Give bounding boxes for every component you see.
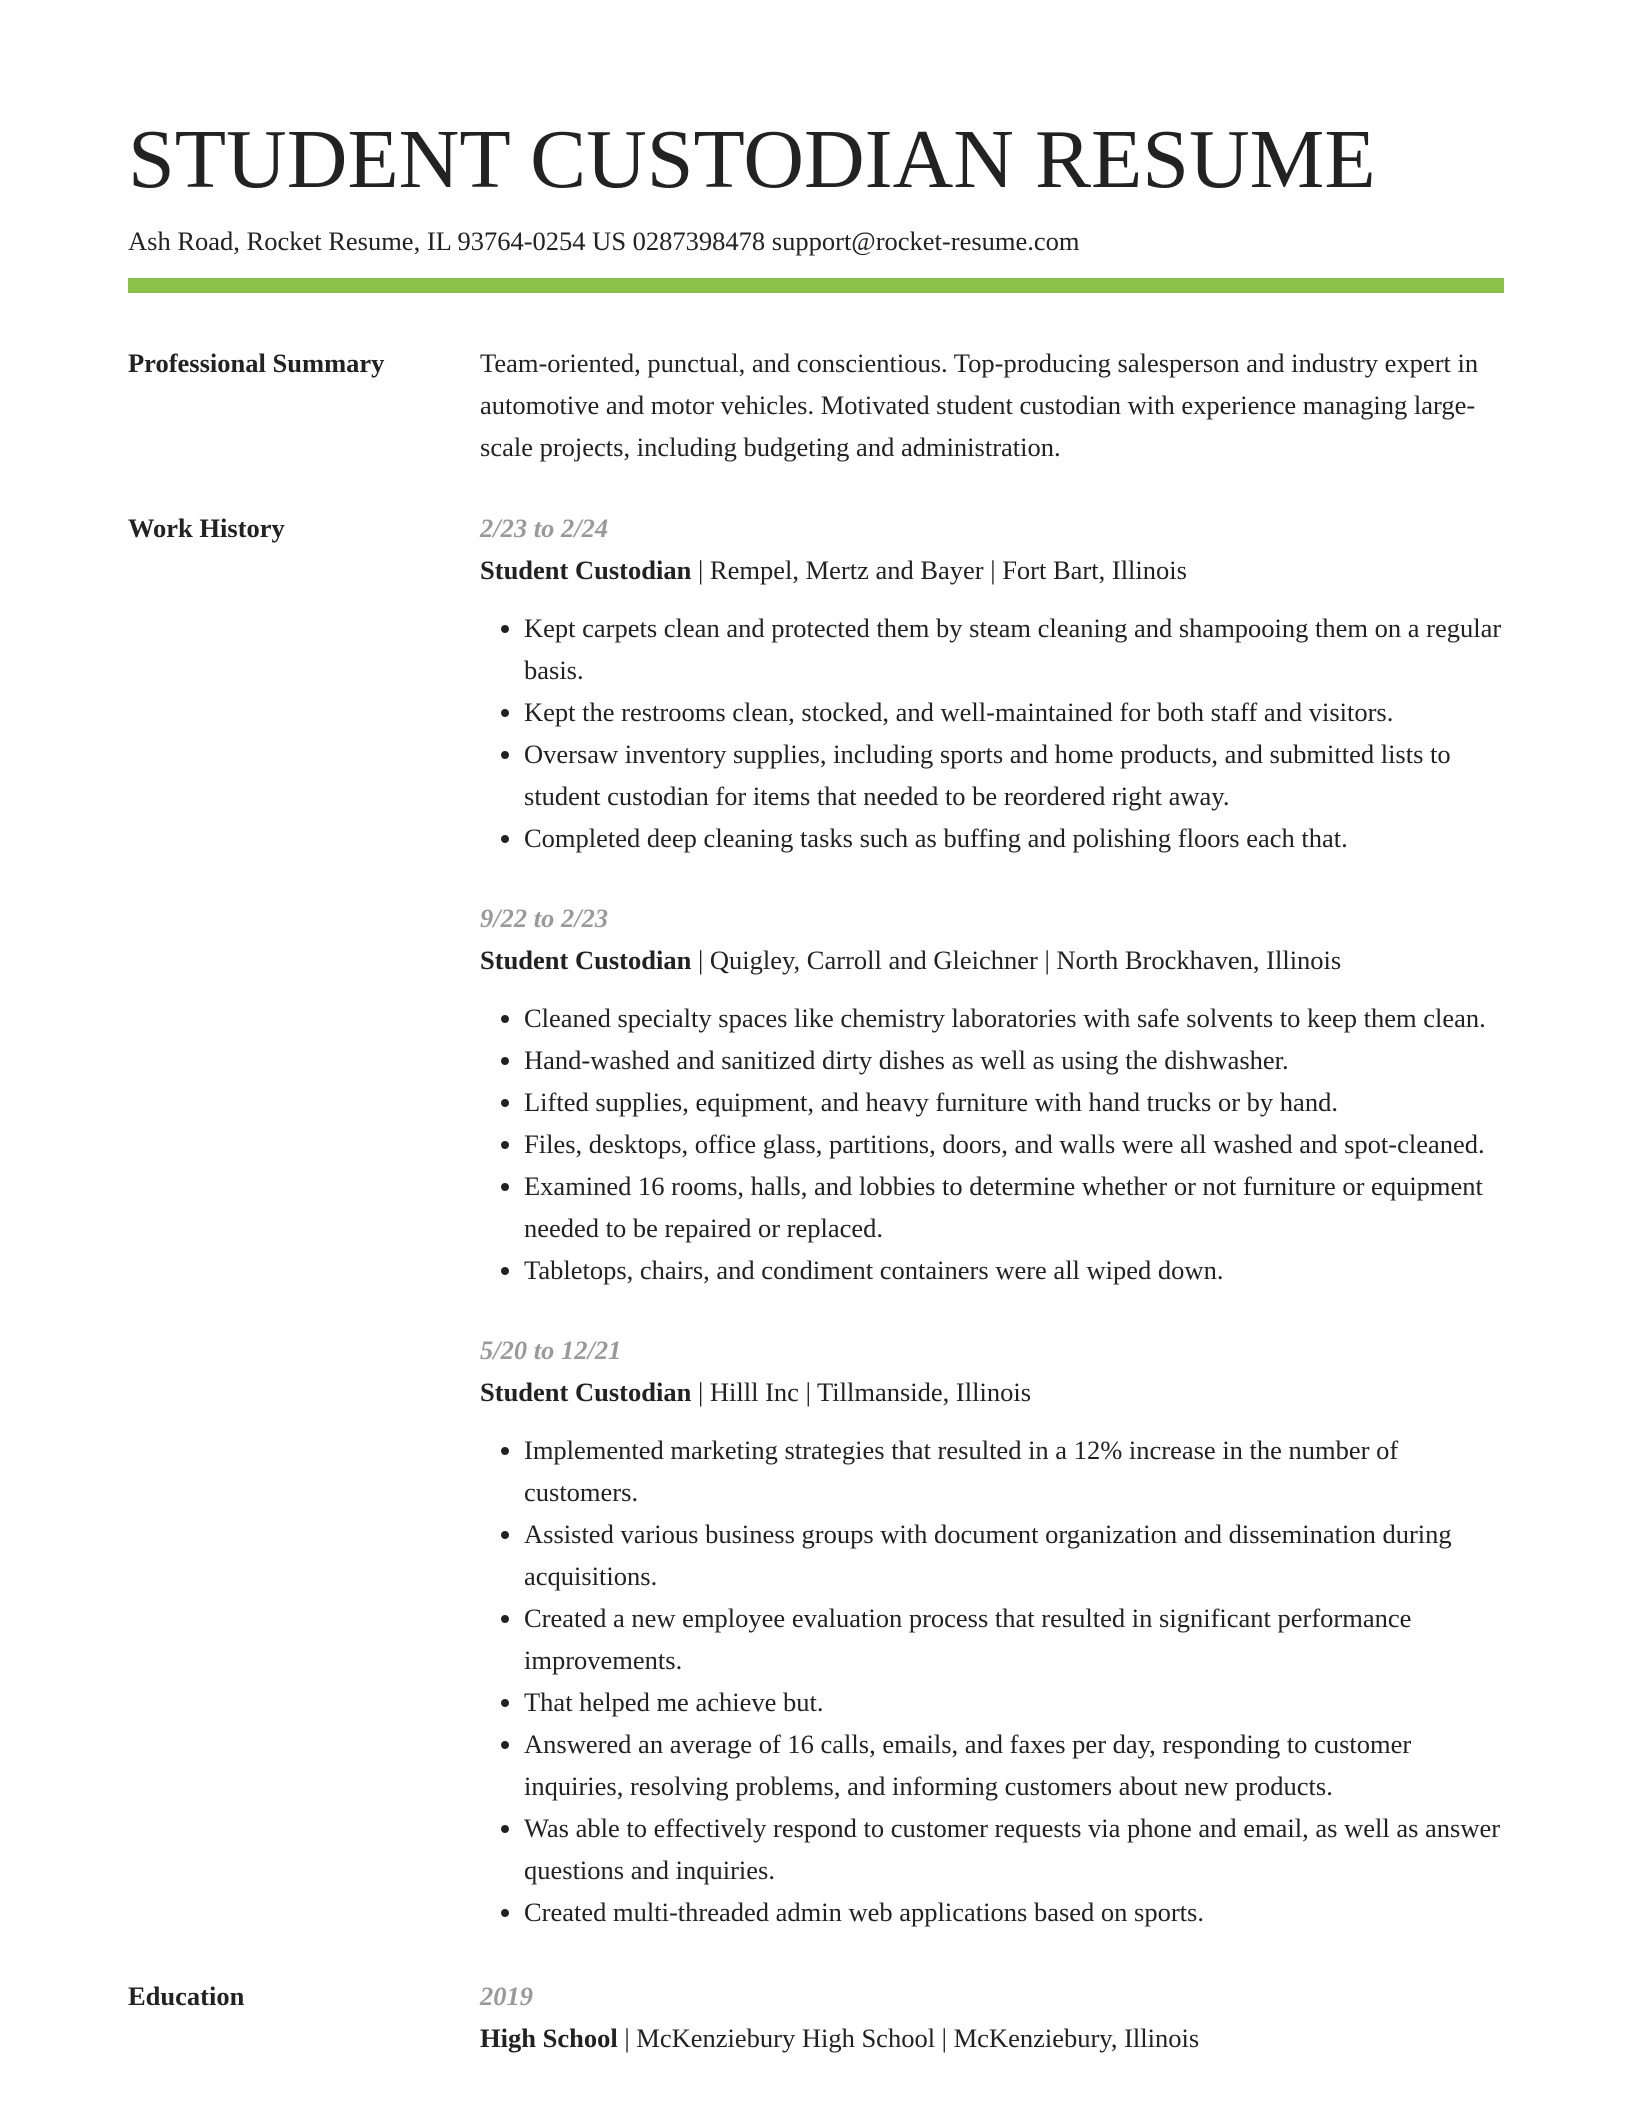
job-entry	[480, 897, 1504, 1291]
job-duties	[480, 607, 1504, 859]
summary-text: Team-oriented, punctual, and conscientious. Top-producing salesperson and industry expert in automotive and motor vehicles. Motivated student custodian with experience managing large-scale projects, including budgeting and administration.	[480, 347, 1479, 462]
job-dates: 5/20 to 12/21	[480, 1334, 622, 1365]
job-duty: • Cleaned specialty spaces like chemistry laboratories with safe solvents to keep them clean.	[524, 997, 1504, 1039]
contact-line: Ash Road, Rocket Resume, IL 93764-0254 US 0287398478 support@rocket-resume.com	[128, 226, 1080, 256]
job-entry	[480, 1329, 1504, 1933]
job-duties	[480, 1429, 1504, 1933]
job-title: Student Custodian	[480, 944, 692, 975]
job-duty: • Completed deep cleaning tasks such as buffing and polishing floors each that.	[524, 817, 1504, 859]
summary-heading: Professional Summary	[128, 347, 385, 378]
resume-title: STUDENT CUSTODIAN RESUME	[128, 113, 1376, 206]
job-duty: • Kept carpets clean and protected them by steam cleaning and shampooing them on a regular basis.	[524, 607, 1504, 691]
job-duty: • Assisted various business groups with document organization and dissemination during acquisitions.	[524, 1513, 1504, 1597]
job-duty: • Answered an average of 16 calls, emails, and faxes per day, responding to customer inquiries, resolving problems, and informing customers about new products.	[524, 1723, 1504, 1807]
job-title: Student Custodian	[480, 1376, 692, 1407]
job-duty: • Lifted supplies, equipment, and heavy furniture with hand trucks or by hand.	[524, 1081, 1504, 1123]
job-duty: • Was able to effectively respond to customer requests via phone and email, as well as answer questions and inquiries.	[524, 1807, 1504, 1891]
header-divider	[128, 278, 1504, 293]
education-dates: 2019	[480, 1980, 533, 2011]
work-history-list	[480, 507, 1504, 1933]
education-details: | McKenziebury High School | McKenziebury, Illinois	[617, 2022, 1200, 2053]
job-dates: 9/22 to 2/23	[480, 902, 609, 933]
job-duty: • Created multi-threaded admin web applications based on sports.	[524, 1891, 1504, 1933]
job-details: | Quigley, Carroll and Gleichner | North Brockhaven, Illinois	[691, 944, 1342, 975]
job-role-line	[480, 549, 1504, 591]
job-entry	[480, 507, 1504, 859]
job-duty: • Kept the restrooms clean, stocked, and well-maintained for both staff and visitors.	[524, 691, 1504, 733]
summary-section	[128, 342, 1504, 468]
job-duty: • Examined 16 rooms, halls, and lobbies to determine whether or not furniture or equipment needed to be repaired or replaced.	[524, 1165, 1504, 1249]
education-line	[480, 2017, 1504, 2059]
job-duty: • Created a new employee evaluation process that resulted in significant performance improvements.	[524, 1597, 1504, 1681]
education-entry	[480, 1975, 1504, 2059]
education-section	[128, 1975, 1504, 2059]
job-duty: • Hand-washed and sanitized dirty dishes as well as using the dishwasher.	[524, 1039, 1504, 1081]
job-duty: • Oversaw inventory supplies, including sports and home products, and submitted lists to student custodian for items that needed to be reordered right away.	[524, 733, 1504, 817]
job-role-line	[480, 1371, 1504, 1413]
work-history-heading: Work History	[128, 512, 285, 543]
job-dates: 2/23 to 2/24	[480, 512, 609, 543]
job-duty: • Tabletops, chairs, and condiment containers were all wiped down.	[524, 1249, 1504, 1291]
education-heading: Education	[128, 1980, 245, 2011]
job-role-line	[480, 939, 1504, 981]
work-history-section	[128, 507, 1504, 1933]
education-degree: High School	[480, 2022, 618, 2053]
job-details: | Rempel, Mertz and Bayer | Fort Bart, Illinois	[691, 554, 1187, 585]
job-duty: • Files, desktops, office glass, partitions, doors, and walls were all washed and spot-cleaned.	[524, 1123, 1504, 1165]
job-duties	[480, 997, 1504, 1291]
job-duty: • That helped me achieve but.	[524, 1681, 1504, 1723]
job-title: Student Custodian	[480, 554, 692, 585]
job-details: | Hilll Inc | Tillmanside, Illinois	[691, 1376, 1032, 1407]
job-duty: • Implemented marketing strategies that resulted in a 12% increase in the number of customers.	[524, 1429, 1504, 1513]
